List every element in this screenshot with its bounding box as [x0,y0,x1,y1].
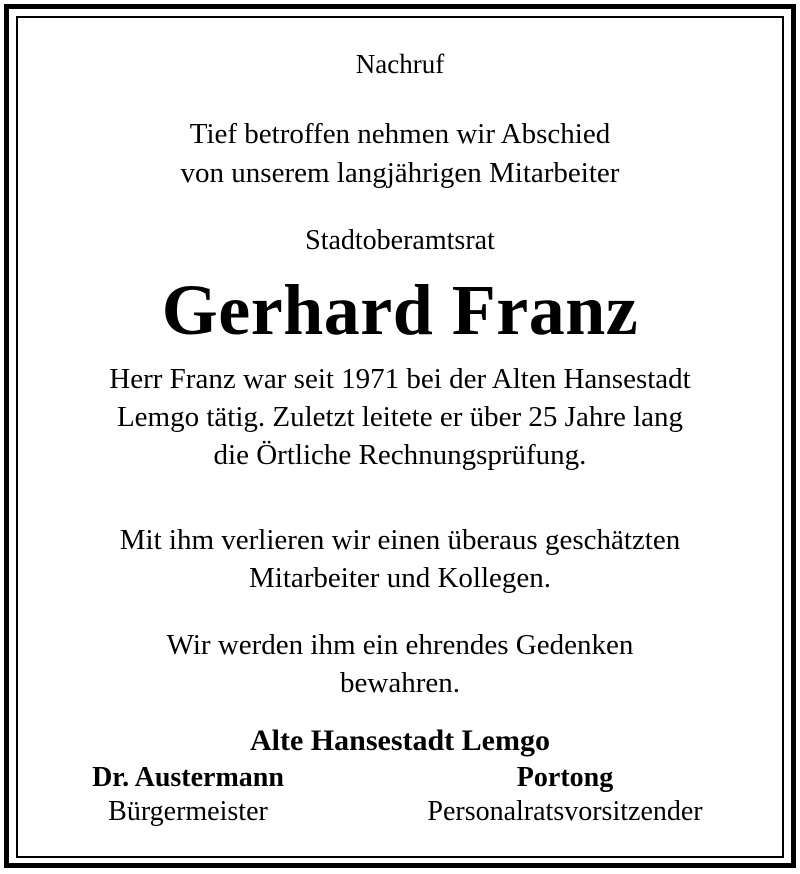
text-line: bewahren. [340,667,460,699]
employer-name: Alte Hansestadt Lemgo [250,724,550,757]
tribute-paragraph [18,521,782,597]
text-line: Mitarbeiter und Kollegen. [249,562,551,594]
signatory-name: Dr. Austermann [92,762,284,793]
signatory-mayor [48,761,328,829]
text-line: Herr Franz war seit 1971 bei der Alten Hansestadt [109,363,691,395]
signatory-name: Portong [516,762,614,793]
remembrance-paragraph [18,626,782,702]
deceased-name: Gerhard Franz [161,270,639,350]
intro-text [18,115,782,193]
deceased-rank: Stadtoberamtsrat [305,225,495,256]
text-line: die Örtliche Rechnungsprüfung. [213,439,587,471]
signatory-role: Bürgermeister [108,796,268,827]
intro-line: von unserem langjährigen Mitarbeiter [180,157,620,189]
career-paragraph [18,360,782,474]
signatory-role: Personalratsvorsitzender [427,796,703,827]
notice-heading: Nachruf [355,49,445,79]
text-line: Lemgo tätig. Zuletzt leitete er über 25 Jahre lang [116,401,684,433]
signatory-staff-council [390,761,740,829]
text-line: Mit ihm verlieren wir einen überaus geschätzten [119,524,681,556]
text-line: Wir werden ihm ein ehrendes Gedenken [166,629,634,661]
intro-line: Tief betroffen nehmen wir Abschied [189,118,611,150]
